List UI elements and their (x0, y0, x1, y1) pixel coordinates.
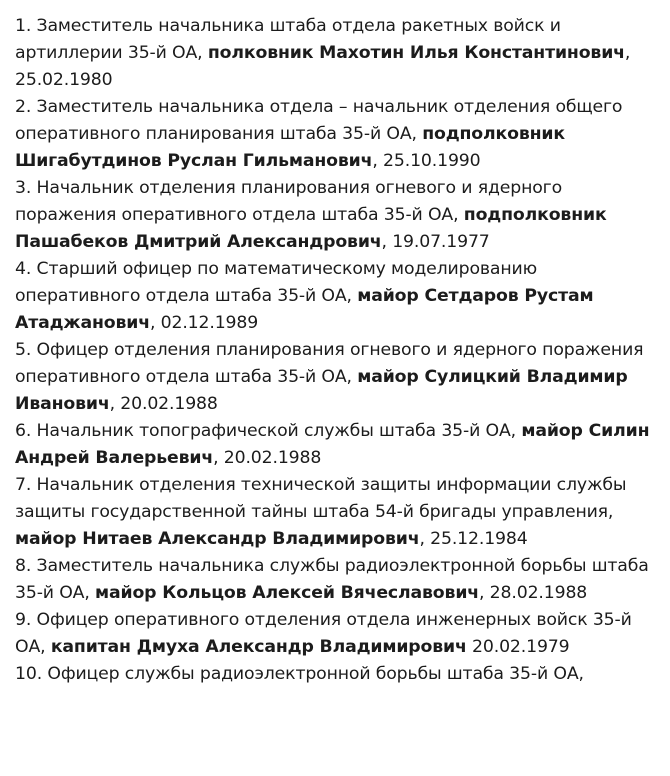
list-item (15, 661, 665, 688)
list-item (15, 13, 665, 94)
entry-date: , 25.12.1984 (419, 529, 528, 549)
entry-date: , 20.02.1988 (109, 394, 218, 414)
entry-date: , 28.02.1988 (479, 583, 588, 603)
entry-position: 3. Начальник отделения планирования огневого и ядерного поражения оперативного отдела штаба 35-й ОА, (15, 178, 563, 225)
entry-position: 1. Заместитель начальника штаба отдела ракетных войск и артиллерии 35-й ОА, (15, 16, 561, 63)
entry-name: майор Нитаев Александр Владимирович (15, 529, 420, 549)
entry-name: майор Сетдаров Рустам Атаджанович (15, 286, 594, 333)
entry-name: полковник Махотин Илья Константинович (207, 43, 625, 63)
list-item (15, 418, 665, 472)
entry-position: 10. Офицер службы радиоэлектронной борьбы штаба 35-й ОА, (15, 664, 584, 684)
entry-name: майор Силин Андрей Валерьевич (15, 421, 650, 468)
entry-position: 8. Заместитель начальника службы радиоэлектронной борьбы штаба 35-й ОА, (15, 556, 649, 603)
document-body (15, 13, 665, 688)
list-item (15, 472, 665, 553)
list-item (15, 94, 665, 175)
list-item (15, 553, 665, 607)
entry-position: 9. Офицер оперативного отделения отдела инженерных войск 35-й ОА, (15, 610, 632, 657)
entry-name: майор Сулицкий Владимир Иванович (15, 367, 628, 414)
list-item (15, 256, 665, 337)
entry-date: , 19.07.1977 (381, 232, 490, 252)
entry-position: 4. Старший офицер по математическому моделированию оперативного отдела штаба 35-й ОА, (15, 259, 537, 306)
entry-name: подполковник Шигабутдинов Руслан Гильманович (15, 124, 565, 171)
entry-date: , 02.12.1989 (149, 313, 259, 333)
entry-date: , 20.02.1988 (213, 448, 322, 468)
entry-name: подполковник Пашабеков Дмитрий Александрович (15, 205, 607, 252)
entry-position: 5. Офицер отделения планирования огневого и ядерного поражения оперативного отдела штаба 35-й ОА, (15, 340, 644, 387)
entry-position: 2. Заместитель начальника отдела – начальник отделения общего оперативного планирования штаба 35-й ОА, (15, 97, 623, 144)
entry-date: , 25.02.1980 (15, 43, 631, 90)
entry-name: майор Кольцов Алексей Вячеславович (95, 583, 479, 603)
entry-date: , 25.10.1990 (372, 151, 481, 171)
entry-date: 20.02.1979 (466, 637, 570, 657)
entry-name: капитан Дмуха Александр Владимирович (50, 637, 467, 657)
list-item (15, 607, 665, 661)
list-item (15, 175, 665, 256)
entry-position: 7. Начальник отделения технической защиты информации службы защиты государственной тайны штаба 54-й бригады управления, (15, 475, 627, 522)
list-item (15, 337, 665, 418)
entry-position: 6. Начальник топографической службы штаба 35-й ОА, (15, 421, 522, 441)
